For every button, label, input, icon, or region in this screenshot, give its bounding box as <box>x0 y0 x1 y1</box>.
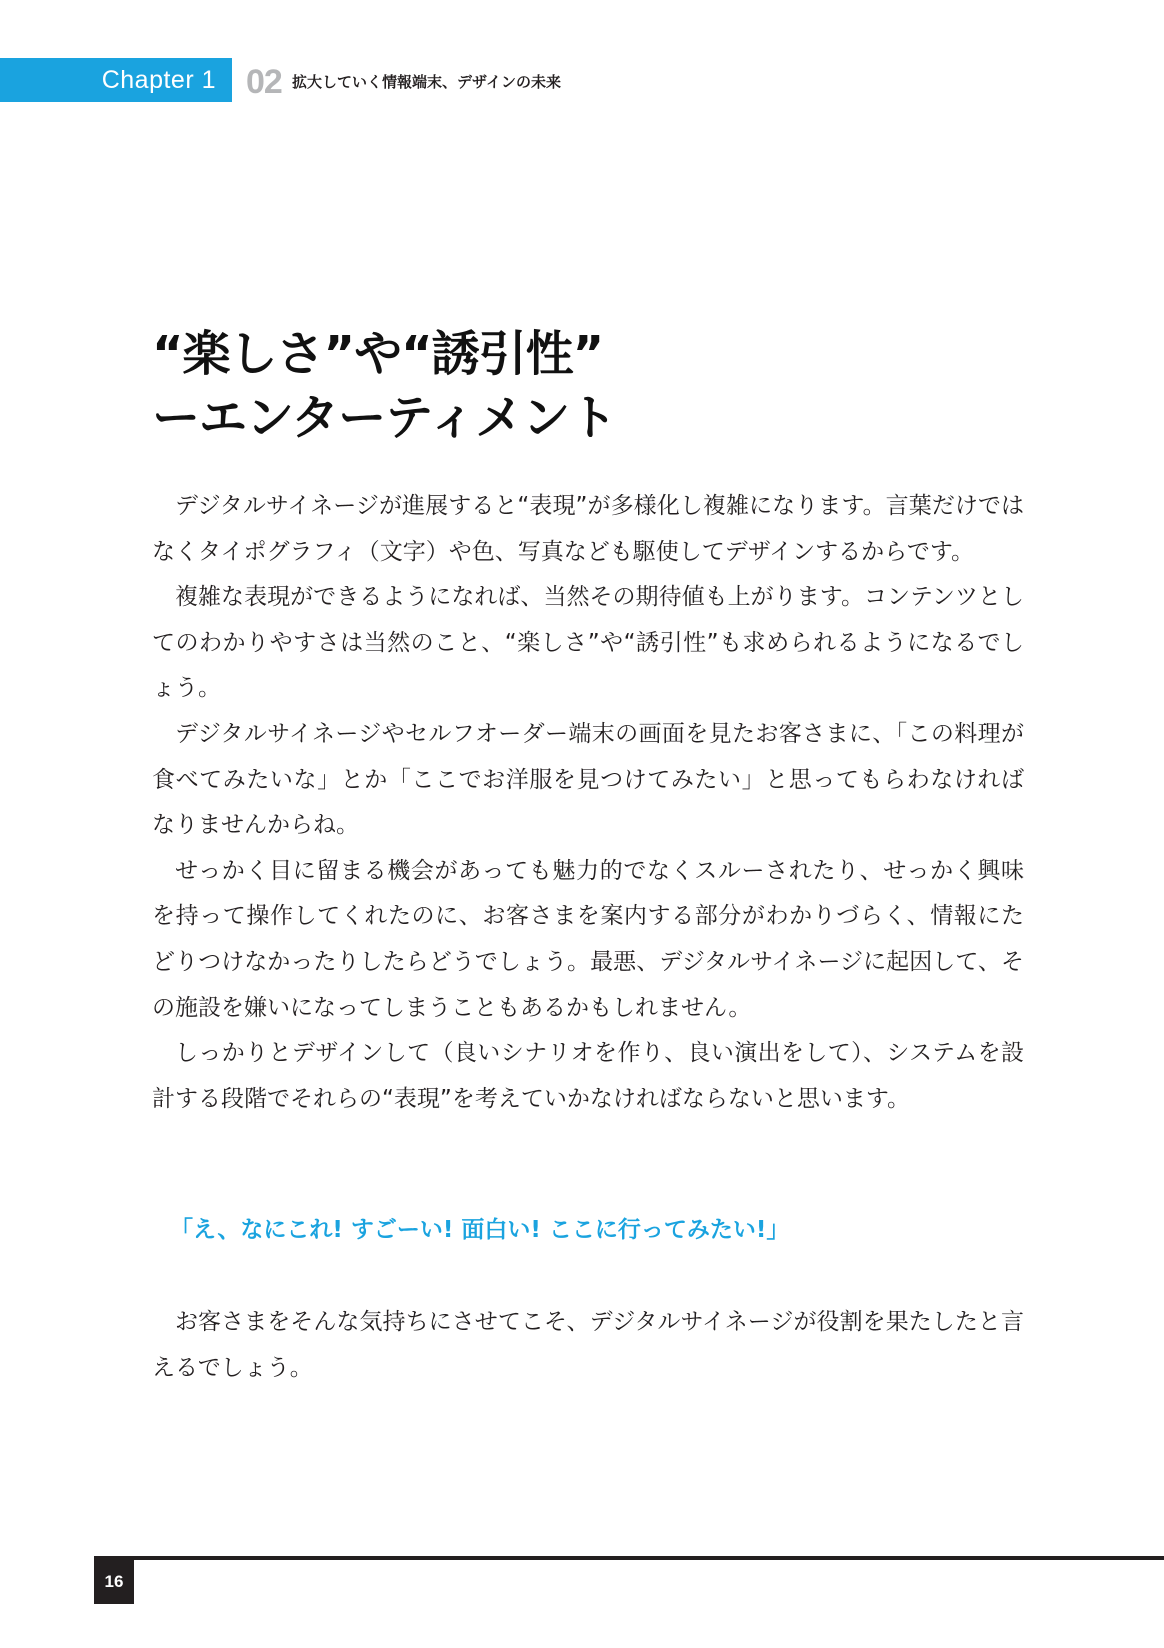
page-title-line-2: ーエンターティメント <box>152 390 617 446</box>
closing-text <box>152 1300 1024 1391</box>
page-title-line-1: “楽しさ”や“誘引性” <box>152 326 604 382</box>
paragraph-2: 複雑な表現ができるようになれば、当然その期待値も上がります。コンテンツとしてのわかりやすさは当然のこと、“楽しさ”や“誘引性”も求められるようになるでしょう。 <box>152 584 1024 702</box>
section-title: 拡大していく情報端末、デザインの未来 <box>292 73 561 91</box>
page-title <box>152 322 1052 450</box>
paragraph-3: デジタルサイネージやセルフオーダー端末の画面を見たお客さまに、「この料理が食べてみたいな」とか「ここでお洋服を見つけてみたい」と思ってもらわなければなりませんからね。 <box>152 720 1024 839</box>
paragraph-5: しっかりとデザインして（良いシナリオを作り、良い演出をして）、システムを設計する段階でそれらの“表現”を考えていかなければならないと思います。 <box>152 1040 1024 1112</box>
section-number: 02 <box>246 63 282 101</box>
paragraph-4: せっかく目に留まる機会があっても魅力的でなくスルーされたり、せっかく興味を持って操作してくれたのに、お客さまを案内する部分がわかりづらく、情報にたどりつけなかったりしたらどうでしょう。最悪、デジタルサイネージに起因して、その施設を嫌いになってしまうこともあるかもしれません。 <box>152 857 1024 1021</box>
paragraph-1: デジタルサイネージが進展すると“表現”が多様化し複雑になります。言葉だけではなくタイポグラフィ（文字）や色、写真なども駆使してデザインするからです。 <box>152 493 1024 565</box>
closing-paragraph: お客さまをそんな気持ちにさせてこそ、デジタルサイネージが役割を果たしたと言えるでしょう。 <box>152 1309 1024 1381</box>
page-number: 16 <box>94 1560 134 1604</box>
footer-rule <box>94 1556 1164 1560</box>
highlight-quote: 「え、なにこれ! すごーい! 面白い! ここに行ってみたい!」 <box>170 1217 790 1243</box>
chapter-tab: Chapter 1 <box>0 58 232 102</box>
body-text <box>152 484 1024 1122</box>
